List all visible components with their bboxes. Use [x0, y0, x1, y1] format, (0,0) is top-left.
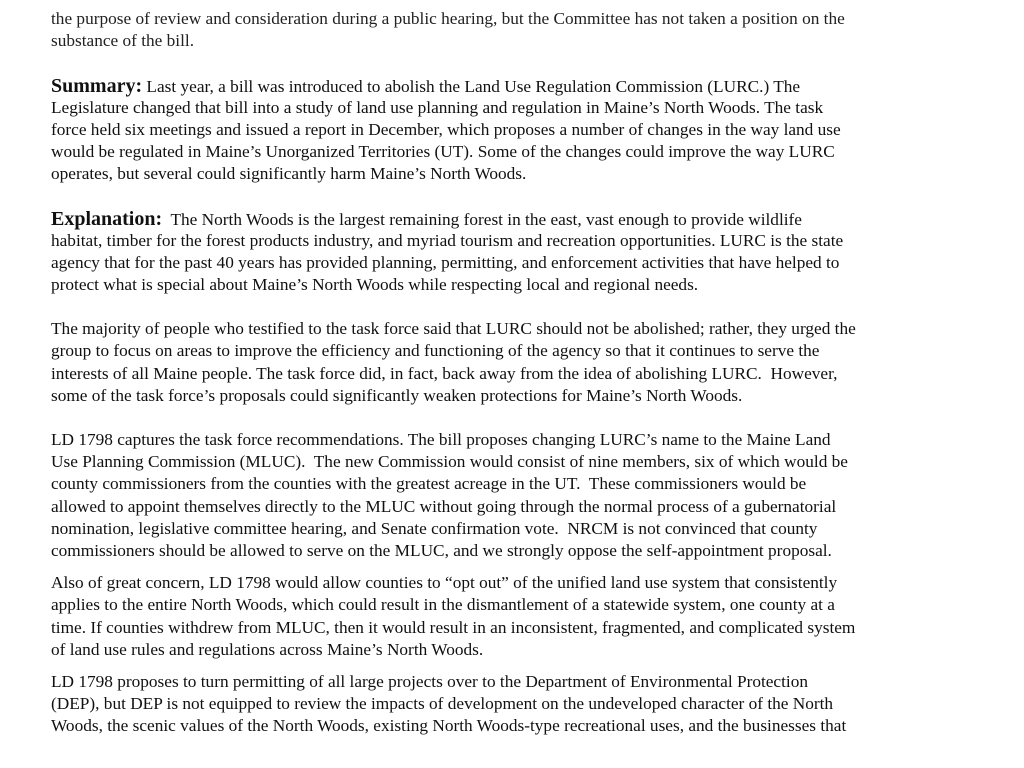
body-line: (DEP), but DEP is not equipped to review the impacts of development on the undeveloped character of the North: [51, 694, 834, 714]
dep-paragraph: [51, 671, 971, 738]
body-line: allowed to appoint themselves directly to the MLUC without going through the normal process of a gubernatorial: [51, 496, 837, 516]
explanation-line: [51, 208, 971, 230]
body-line: The majority of people who testified to the task force said that LURC should not be abolished; rather, they urged the: [51, 319, 856, 339]
body-line: Use Planning Commission (MLUC). The new Commission would consist of nine members, six of which would be: [51, 452, 848, 472]
body-line: commissioners should be allowed to serve on the MLUC, and we strongly oppose the self-appointment proposal.: [51, 540, 832, 560]
body-line: nomination, legislative committee hearing, and Senate confirmation vote. NRCM is not convinced that county: [51, 518, 818, 538]
body-line: some of the task force’s proposals could significantly weaken protections for Maine’s North Woods.: [51, 385, 743, 405]
explanation-line: habitat, timber for the forest products industry, and myriad tourism and recreation opportunities. LURC is the state: [51, 230, 844, 250]
explanation-line: protect what is special about Maine’s North Woods while respecting local and regional needs.: [51, 275, 699, 295]
summary-line: would be regulated in Maine’s Unorganized Territories (UT). Some of the changes could improve the way LURC: [51, 142, 835, 162]
body-line: time. If counties withdrew from MLUC, then it would result in an inconsistent, fragmented, and complicated system: [51, 617, 856, 637]
summary-heading: Summary:: [51, 74, 143, 97]
body-line: Also of great concern, LD 1798 would allow counties to “opt out” of the unified land use system that consistently: [51, 573, 838, 593]
body-line: applies to the entire North Woods, which could result in the dismantlement of a statewide system, one county at a: [51, 595, 835, 615]
explanation-text: The North Woods is the largest remaining forest in the east, vast enough to provide wildlife: [162, 209, 802, 229]
ld1798-paragraph: [51, 429, 971, 562]
explanation-heading: Explanation:: [51, 207, 163, 230]
body-line: LD 1798 proposes to turn permitting of all large projects over to the Department of Environmental Protection: [51, 671, 808, 691]
opt-out-paragraph: [51, 572, 971, 661]
summary-line: [51, 75, 971, 97]
explanation-paragraph: [51, 208, 971, 297]
document-page: [51, 0, 971, 737]
body-line: LD 1798 captures the task force recommendations. The bill proposes changing LURC’s name to the Maine Land: [51, 430, 831, 449]
body-line: group to focus on areas to improve the efficiency and functioning of the agency so that it continues to serve the: [51, 341, 820, 361]
body-line: county commissioners from the counties with the greatest acreage in the UT. These commissioners would be: [51, 474, 807, 494]
intro-line: substance of the bill.: [51, 31, 195, 51]
intro-paragraph: [51, 0, 971, 53]
body-line: Woods, the scenic values of the North Woods, existing North Woods-type recreational uses, and the businesses that: [51, 716, 847, 736]
intro-line: the purpose of review and consideration during a public hearing, but the Committee has not taken a position on the: [51, 9, 845, 29]
body-line: of land use rules and regulations across Maine’s North Woods.: [51, 639, 484, 659]
body-line: interests of all Maine people. The task force did, in fact, back away from the idea of abolishing LURC. However,: [51, 363, 838, 383]
summary-line: Legislature changed that bill into a study of land use planning and regulation in Maine’s North Woods. The task: [51, 97, 824, 117]
task-force-paragraph: [51, 318, 971, 407]
summary-text: Last year, a bill was introduced to abolish the Land Use Regulation Commission (LURC.) The: [142, 76, 801, 96]
summary-line: operates, but several could significantly harm Maine’s North Woods.: [51, 164, 527, 184]
summary-line: force held six meetings and issued a report in December, which proposes a number of changes in the way land use: [51, 119, 841, 139]
explanation-line: agency that for the past 40 years has provided planning, permitting, and enforcement activities that have helped to: [51, 252, 840, 272]
summary-paragraph: [51, 75, 971, 186]
